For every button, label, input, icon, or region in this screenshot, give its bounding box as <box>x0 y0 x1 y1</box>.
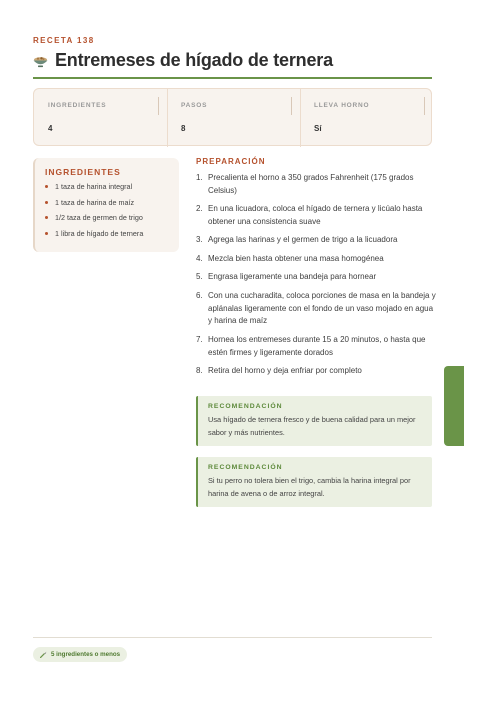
stat-tick <box>291 97 292 115</box>
step-item <box>196 365 436 378</box>
step-item <box>196 290 436 328</box>
list-item: 1 libra de hígado de ternera <box>45 229 143 245</box>
tip-card <box>196 457 432 507</box>
step-item <box>196 271 436 284</box>
tip-text: Usa hígado de ternera fresco y de buena calidad para un mejor sabor y más nutrientes. <box>208 415 416 437</box>
tip-label: RECOMENDACIÓN <box>208 464 283 471</box>
ingredients-title: INGREDIENTES <box>45 167 121 177</box>
stat-tick <box>424 97 425 115</box>
stats-card <box>33 88 432 146</box>
step-number: 6. <box>196 290 203 300</box>
step-text: Con una cucharadita, coloca porciones de masa en la bandeja y aplánalas ligeramente con el fondo de un vaso mojado en agua y harina de maíz <box>208 290 436 326</box>
tip-text: Si tu perro no tolera bien el trigo, cambia la harina integral por harina de avena o de arroz integral. <box>208 476 411 498</box>
side-tab[interactable] <box>444 366 464 446</box>
step-number: 5. <box>196 272 203 282</box>
title-divider <box>33 77 432 79</box>
list-item: 1 taza de harina integral <box>45 182 143 198</box>
stat-value: 4 <box>48 124 53 133</box>
step-number: 3. <box>196 235 203 245</box>
page-title: Entremeses de hígado de ternera <box>55 50 333 70</box>
step-text: Mezcla bien hasta obtener una masa homogénea <box>208 253 384 263</box>
ingredients-list <box>45 182 143 244</box>
stat-label: PASOS <box>181 102 208 109</box>
title-row <box>32 50 333 71</box>
bowl-icon <box>32 54 49 68</box>
stat-label: INGREDIENTES <box>48 102 107 109</box>
stat-tick <box>158 97 159 115</box>
step-item <box>196 253 436 266</box>
step-item <box>196 172 436 197</box>
footer-badge <box>33 647 127 662</box>
tip-label: RECOMENDACIÓN <box>208 403 283 410</box>
step-number: 1. <box>196 173 203 182</box>
step-number: 2. <box>196 204 203 214</box>
list-item: 1/2 taza de germen de trigo <box>45 213 143 229</box>
stat-ingredients <box>34 89 167 147</box>
step-number: 8. <box>196 366 203 376</box>
step-text: En una licuadora, coloca el hígado de ternera y licúalo hasta obtener una consistencia suave <box>208 204 423 226</box>
step-item <box>196 234 436 247</box>
stat-steps <box>167 89 300 147</box>
tip-card <box>196 396 432 446</box>
steps-list <box>196 172 436 384</box>
list-item: 1 taza de harina de maíz <box>45 198 143 214</box>
stat-label: LLEVA HORNO <box>314 102 370 109</box>
step-text: Hornea los entremeses durante 15 a 20 minutos, o hasta que estén firmes y ligeramente dorados <box>208 334 426 357</box>
step-number: 4. <box>196 253 203 263</box>
step-number: 7. <box>196 334 203 344</box>
stat-oven <box>300 89 433 147</box>
step-text: Engrasa ligeramente una bandeja para hornear <box>208 272 377 282</box>
recipe-number: RECETA 138 <box>33 36 95 45</box>
preparation-title: PREPARACIÓN <box>196 157 266 166</box>
step-text: Precalienta el horno a 350 grados Fahrenheit (175 grados Celsius) <box>208 173 414 195</box>
stat-value: Sí <box>314 124 322 133</box>
step-text: Agrega las harinas y el germen de trigo a la licuadora <box>208 235 398 245</box>
footer-divider <box>33 637 432 638</box>
knife-icon <box>40 651 47 658</box>
step-item <box>196 203 436 228</box>
footer-badge-label: 5 ingredientes o menos <box>51 651 121 658</box>
ingredients-card <box>33 158 179 252</box>
step-text: Retira del horno y deja enfriar por completo <box>208 366 362 376</box>
stat-value: 8 <box>181 124 186 133</box>
step-item <box>196 334 436 359</box>
